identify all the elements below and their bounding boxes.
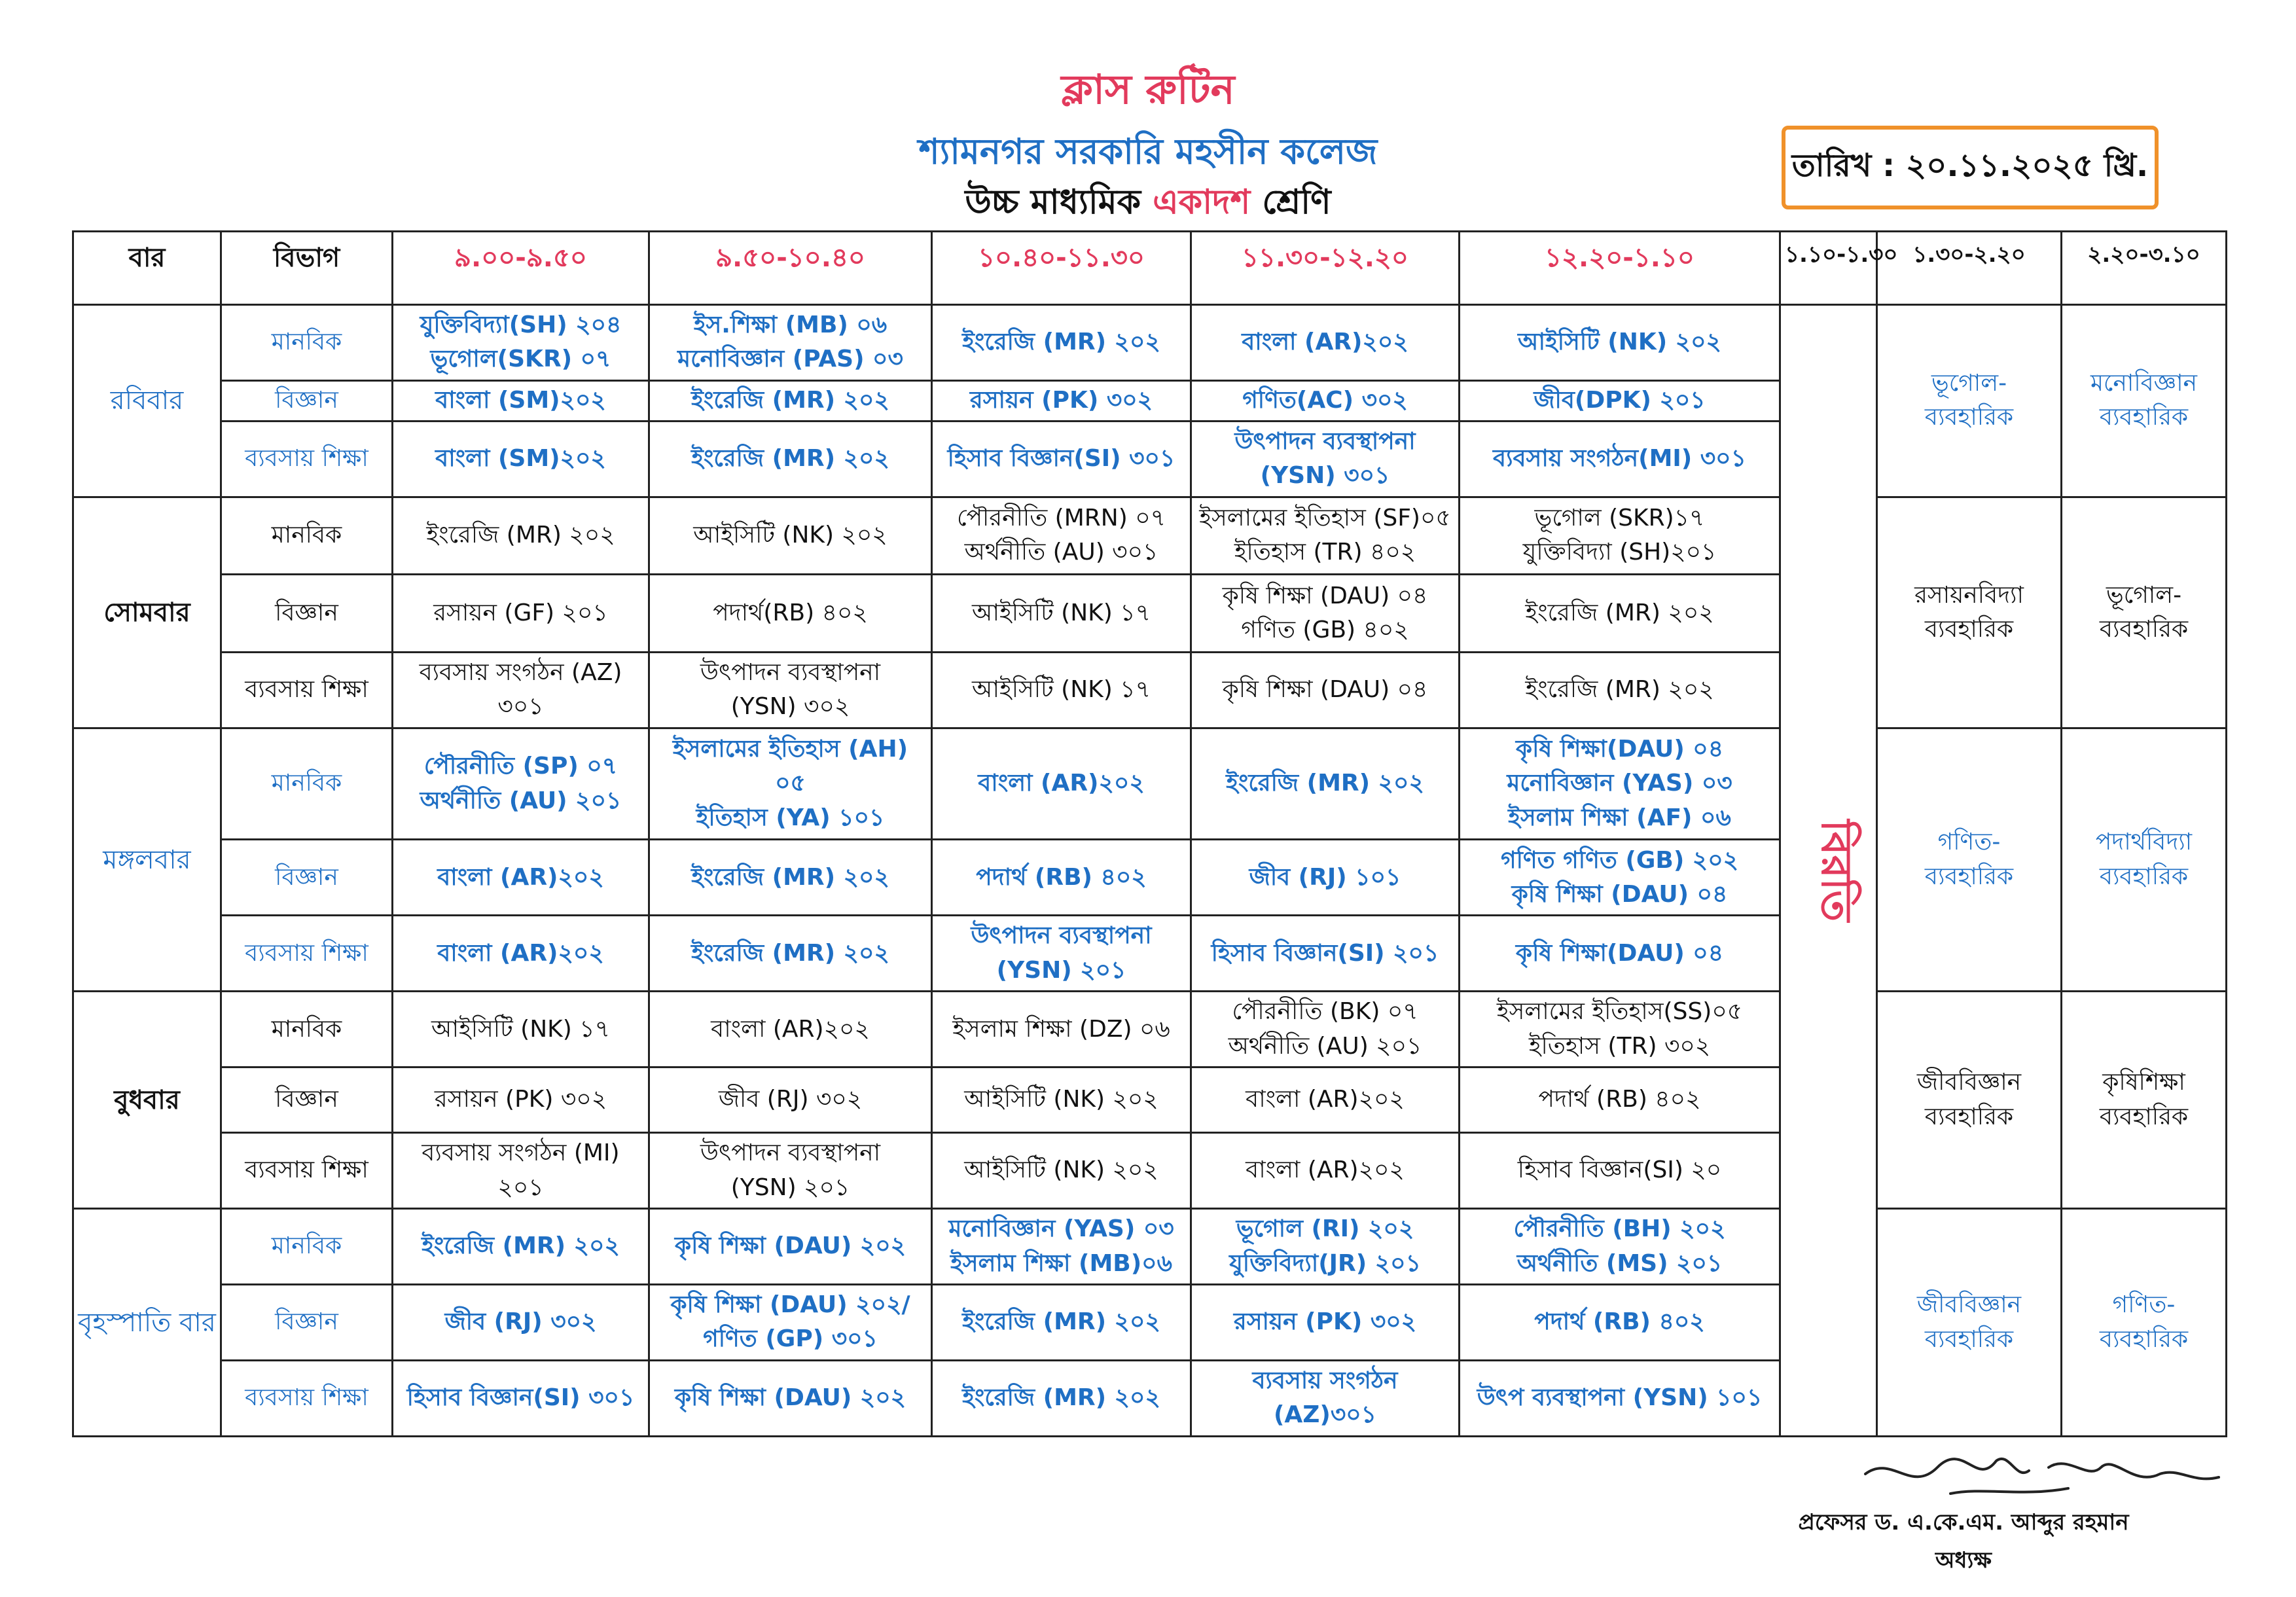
class-cell xyxy=(649,497,932,575)
class-entry: হিসাব বিজ্ঞান(SI) ২০১ xyxy=(1211,939,1439,967)
table-row xyxy=(73,497,2227,575)
class-entry: ইংরেজি (MR) ২০২ xyxy=(1525,600,1714,626)
practical-entry: জীববিজ্ঞান xyxy=(1916,1291,2022,1319)
class-cell xyxy=(1460,728,1780,839)
class-entry: আইসিটি (NK) ১৭ xyxy=(431,1015,610,1043)
class-entry: গণিত(AC) ৩০২ xyxy=(1242,387,1408,414)
practical-entry: ব্যবহারিক xyxy=(1924,615,2014,643)
class-entry: কৃষি শিক্ষা(DAU) ০৪ xyxy=(1515,736,1724,763)
header-period-3: ১০.৪০-১১.৩০ xyxy=(932,232,1191,305)
class-cell xyxy=(1191,1209,1460,1285)
table-row xyxy=(73,305,2227,381)
dept-cell: ব্যবসায় শিক্ষা xyxy=(221,916,393,992)
class-entry: যুক্তিবিদ্যা(JR) ২০১ xyxy=(1229,1249,1421,1277)
class-cell xyxy=(393,1360,649,1436)
date-box: তারিখ : ২০.১১.২০২৫ খ্রি. xyxy=(1782,126,2159,209)
class-entry: (YSN) ২০১ xyxy=(730,1174,850,1201)
class-cell xyxy=(393,1133,649,1209)
class-highlight: একাদশ xyxy=(1153,183,1251,222)
class-cell xyxy=(1460,575,1780,653)
class-entry: (AZ)৩০১ xyxy=(1273,1401,1377,1429)
class-entry: ব্যবসায় সংগঠন (MI) xyxy=(422,1139,620,1167)
class-suffix: শ্রেণি xyxy=(1250,183,1331,222)
class-entry: পদার্থ (RB) ৪০২ xyxy=(976,863,1147,891)
class-entry: যুক্তিবিদ্যা (SH)২০১ xyxy=(1522,539,1717,566)
class-entry: ইংরেজি (MR) ২০২ xyxy=(426,522,615,549)
table-row xyxy=(73,728,2227,839)
class-prefix: উচ্চ মাধ্যমিক xyxy=(965,183,1153,222)
class-cell xyxy=(649,1068,932,1133)
header-period-6: ১.৩০-২.২০ xyxy=(1877,232,2062,305)
class-cell xyxy=(932,1360,1191,1436)
header-period-5: ১২.২০-১.১০ xyxy=(1460,232,1780,305)
practical-entry: জীববিজ্ঞান xyxy=(1916,1069,2022,1096)
class-entry: জীব(DPK) ২০১ xyxy=(1534,387,1706,414)
class-cell xyxy=(932,1285,1191,1361)
class-cell xyxy=(932,1068,1191,1133)
class-cell xyxy=(393,421,649,497)
class-cell xyxy=(1191,992,1460,1068)
class-cell xyxy=(932,840,1191,916)
class-cell xyxy=(932,497,1191,575)
class-cell xyxy=(649,1133,932,1209)
class-cell xyxy=(649,421,932,497)
class-cell xyxy=(1191,1133,1460,1209)
practical-entry: ব্যবহারিক xyxy=(1924,863,2014,890)
class-entry: হিসাব বিজ্ঞান(SI) ৩০১ xyxy=(947,444,1175,472)
class-cell xyxy=(393,380,649,421)
class-entry: অর্থনীতি (AU) ২০১ xyxy=(420,787,622,814)
class-entry: বাংলা (AR)২০২ xyxy=(711,1015,870,1043)
class-entry: আইসিটি (NK) ২০২ xyxy=(1518,329,1721,356)
class-entry: পদার্থ (RB) ৪০২ xyxy=(1534,1308,1705,1336)
break-cell xyxy=(1780,305,1877,1437)
class-entry: ইংরেজি (MR) ২০২ xyxy=(962,1384,1160,1412)
class-entry: ইংরেজি (MR) ২০২ xyxy=(1226,770,1424,797)
class-cell xyxy=(393,652,649,728)
class-entry: অর্থনীতি (MS) ২০১ xyxy=(1516,1249,1723,1277)
class-cell xyxy=(1460,916,1780,992)
class-cell xyxy=(1191,1285,1460,1361)
practical-cell xyxy=(1877,305,2062,497)
class-entry: ইসলামের ইতিহাস (AH) ০৫ xyxy=(672,736,908,797)
class-entry: বাংলা (AR)২০২ xyxy=(978,770,1145,797)
practical-entry: ব্যবহারিক xyxy=(1924,1103,2014,1130)
practical-cell xyxy=(2062,992,2227,1209)
header-day: বার xyxy=(73,232,221,305)
class-entry: (YSN) ২০১ xyxy=(996,956,1126,984)
class-entry: কৃষি শিক্ষা (DAU) ০৪ xyxy=(1222,582,1428,609)
class-cell xyxy=(393,575,649,653)
class-entry: উৎপাদন ব্যবস্থাপনা xyxy=(700,1139,881,1167)
practical-entry: ব্যবহারিক xyxy=(2099,1325,2189,1353)
dept-cell: ব্যবসায় শিক্ষা xyxy=(221,1360,393,1436)
class-entry: ইংরেজি (MR) ২০২ xyxy=(691,939,889,967)
class-entry: কৃষি শিক্ষা (DAU) ০৪ xyxy=(1222,676,1428,704)
class-cell xyxy=(1460,840,1780,916)
day-cell: মঙ্গলবার xyxy=(73,728,221,991)
practical-cell xyxy=(1877,728,2062,991)
class-entry: বাংলা (SM)২০২ xyxy=(435,444,606,472)
practical-entry: গণিত- xyxy=(1937,829,2001,856)
practical-entry: মনোবিজ্ঞান xyxy=(2090,370,2198,397)
class-cell xyxy=(1460,1068,1780,1133)
principal-name: প্রফেসর ড. এ.কে.এম. আব্দুর রহমান xyxy=(1798,1509,2129,1535)
class-entry: পদার্থ (RB) ৪০২ xyxy=(1538,1086,1701,1113)
class-entry: উৎপাদন ব্যবস্থাপনা xyxy=(1234,427,1416,455)
class-entry: ইতিহাস (TR) ৪০২ xyxy=(1234,539,1416,566)
class-entry: জীব (RJ) ৩০২ xyxy=(444,1308,597,1336)
class-entry: ইস.শিক্ষা (MB) ০৬ xyxy=(693,312,888,339)
practical-entry: ব্যবহারিক xyxy=(1924,404,2014,431)
class-entry: পদার্থ(RB) ৪০২ xyxy=(713,600,868,626)
class-cell xyxy=(1460,380,1780,421)
dept-cell: ব্যবসায় শিক্ষা xyxy=(221,652,393,728)
class-entry: ইসলাম শিক্ষা (AF) ০৬ xyxy=(1508,804,1731,831)
class-entry: ইসলাম শিক্ষা (MB)০৬ xyxy=(950,1249,1172,1277)
class-entry: পৌরনীতি (SP) ০৭ xyxy=(423,753,618,780)
class-cell xyxy=(932,380,1191,421)
practical-cell xyxy=(2062,1209,2227,1437)
class-entry: ইংরেজি (MR) ২০২ xyxy=(422,1232,620,1260)
dept-cell: ব্যবসায় শিক্ষা xyxy=(221,1133,393,1209)
class-entry: ৩০১ xyxy=(497,693,544,721)
class-entry: ইসলাম শিক্ষা (DZ) ০৬ xyxy=(952,1015,1170,1043)
class-entry: বাংলা (AR)২০২ xyxy=(1242,329,1408,356)
class-entry: ইতিহাস (TR) ৩০২ xyxy=(1528,1032,1711,1060)
class-entry: ইসলামের ইতিহাস(SS)০৫ xyxy=(1496,998,1743,1026)
header-period-4: ১১.৩০-১২.২০ xyxy=(1191,232,1460,305)
class-cell xyxy=(932,1209,1191,1285)
class-entry: অর্থনীতি (AU) ৩০১ xyxy=(964,539,1158,566)
class-entry: রসায়ন (PK) ৩০২ xyxy=(434,1086,607,1113)
class-cell xyxy=(393,992,649,1068)
class-cell xyxy=(649,1209,932,1285)
class-cell xyxy=(1191,575,1460,653)
class-entry: আইসিটি (NK) ২০২ xyxy=(964,1157,1158,1184)
day-cell: রবিবার xyxy=(73,305,221,497)
class-cell xyxy=(393,1285,649,1361)
class-entry: কৃষি শিক্ষা (DAU) ০৪ xyxy=(1511,880,1728,908)
dept-cell: বিজ্ঞান xyxy=(221,1068,393,1133)
day-cell: বৃহস্পাতি বার xyxy=(73,1209,221,1437)
class-cell xyxy=(649,1360,932,1436)
class-cell xyxy=(649,380,932,421)
class-cell xyxy=(393,1209,649,1285)
class-cell xyxy=(649,916,932,992)
class-cell xyxy=(932,1133,1191,1209)
dept-cell: মানবিক xyxy=(221,1209,393,1285)
class-entry: গণিত গণিত (GB) ২০২ xyxy=(1500,846,1739,874)
practical-entry: ভূগোল- xyxy=(2106,581,2182,609)
class-entry: আইসিটি (NK) ১৭ xyxy=(972,676,1151,704)
class-entry: মনোবিজ্ঞান (YAS) ০৩ xyxy=(948,1215,1174,1243)
routine-body xyxy=(73,305,2227,1437)
class-entry: পৌরনীতি (BK) ০৭ xyxy=(1232,998,1418,1026)
class-entry: ইংরেজি (MR) ২০২ xyxy=(1525,676,1714,704)
routine-table xyxy=(72,230,2227,1437)
header-period-7: ২.২০-৩.১০ xyxy=(2062,232,2227,305)
class-entry: ব্যবসায় সংগঠন(MI) ৩০১ xyxy=(1493,444,1746,472)
practical-entry: ব্যবহারিক xyxy=(2099,404,2189,431)
class-entry: কৃষি শিক্ষা (DAU) ২০২ xyxy=(674,1232,906,1260)
practical-entry: ব্যবহারিক xyxy=(2099,615,2189,643)
class-entry: গণিত (GP) ৩০১ xyxy=(703,1325,878,1353)
practical-cell xyxy=(1877,992,2062,1209)
class-cell xyxy=(649,652,932,728)
class-cell xyxy=(932,728,1191,839)
class-cell xyxy=(393,728,649,839)
class-cell xyxy=(649,992,932,1068)
class-cell xyxy=(1460,497,1780,575)
dept-cell: বিজ্ঞান xyxy=(221,1285,393,1361)
class-entry: ভূগোল(SKR) ০৭ xyxy=(430,346,611,373)
class-entry: বাংলা (AR)২০২ xyxy=(437,863,604,891)
day-cell: সোমবার xyxy=(73,497,221,728)
dept-cell: মানবিক xyxy=(221,992,393,1068)
break-label: বিরতি xyxy=(1812,819,1861,922)
class-cell xyxy=(649,305,932,381)
practical-cell xyxy=(2062,305,2227,497)
practical-cell xyxy=(1877,497,2062,728)
class-entry: আইসিটি (NK) ২০২ xyxy=(693,522,888,549)
class-cell xyxy=(1460,1285,1780,1361)
class-entry: ইংরেজি (MR) ২০২ xyxy=(962,1308,1160,1336)
class-entry: ইতিহাস (YA) ১০১ xyxy=(696,804,885,831)
class-entry: ভূগোল (RI) ২০২ xyxy=(1236,1215,1414,1243)
class-entry: কৃষি শিক্ষা (DAU) ২০২ xyxy=(674,1384,906,1412)
practical-entry: কৃষিশিক্ষা xyxy=(2102,1069,2185,1096)
class-cell xyxy=(1191,421,1460,497)
class-cell xyxy=(1191,840,1460,916)
practical-entry: ভূগোল- xyxy=(1931,370,2007,397)
class-cell xyxy=(1460,1133,1780,1209)
practical-entry: ব্যবহারিক xyxy=(2099,863,2189,890)
practical-entry: ব্যবহারিক xyxy=(2099,1103,2189,1130)
class-cell xyxy=(932,305,1191,381)
class-entry: ইংরেজি (MR) ২০২ xyxy=(962,329,1160,356)
class-entry: হিসাব বিজ্ঞান(SI) ৩০১ xyxy=(406,1384,635,1412)
class-entry: জীব (RJ) ১০১ xyxy=(1249,863,1401,891)
class-cell xyxy=(393,497,649,575)
header-row xyxy=(73,232,2227,305)
class-cell xyxy=(393,305,649,381)
principal-title: অধ্যক্ষ xyxy=(1935,1547,1992,1573)
class-cell xyxy=(1460,652,1780,728)
class-cell xyxy=(1191,380,1460,421)
class-cell xyxy=(932,421,1191,497)
class-cell xyxy=(932,992,1191,1068)
class-cell xyxy=(649,728,932,839)
practical-entry: ব্যবহারিক xyxy=(1924,1325,2014,1353)
class-entry: রসায়ন (GF) ২০১ xyxy=(433,600,608,626)
class-cell xyxy=(649,840,932,916)
day-cell: বুধবার xyxy=(73,992,221,1209)
signature-scribble xyxy=(1852,1448,2245,1513)
class-cell xyxy=(1191,305,1460,381)
table-row xyxy=(73,1209,2227,1285)
class-entry: ব্যবসায় সংগঠন xyxy=(1252,1367,1398,1395)
class-entry: বাংলা (SM)২০২ xyxy=(435,387,606,414)
practical-cell xyxy=(2062,728,2227,991)
class-entry: ভূগোল (SKR)১৭ xyxy=(1534,505,1705,532)
class-cell xyxy=(1191,1068,1460,1133)
dept-cell: বিজ্ঞান xyxy=(221,840,393,916)
class-cell xyxy=(1460,1209,1780,1285)
class-cell xyxy=(1191,1360,1460,1436)
class-entry: পৌরনীতি (MRN) ০৭ xyxy=(956,505,1166,532)
class-cell xyxy=(1191,916,1460,992)
class-cell xyxy=(1460,421,1780,497)
class-entry: বাংলা (AR)২০২ xyxy=(1246,1086,1405,1113)
class-entry: উৎপ ব্যবস্থাপনা (YSN) ১০১ xyxy=(1477,1384,1763,1412)
class-entry: ইংরেজি (MR) ২০২ xyxy=(691,444,889,472)
class-cell xyxy=(649,575,932,653)
class-entry: কৃষি শিক্ষা(DAU) ০৪ xyxy=(1515,939,1724,967)
class-entry: গণিত (GB) ৪০২ xyxy=(1241,617,1409,644)
practical-entry: পদার্থবিদ্যা xyxy=(2095,829,2193,856)
dept-cell: মানবিক xyxy=(221,497,393,575)
routine-title: ক্লাস রুটিন xyxy=(1061,65,1235,113)
practical-cell xyxy=(1877,1209,2062,1437)
class-cell xyxy=(393,916,649,992)
class-entry: ইংরেজি (MR) ২০২ xyxy=(691,387,889,414)
table-row xyxy=(73,992,2227,1068)
header-dept: বিভাগ xyxy=(221,232,393,305)
class-entry: মনোবিজ্ঞান (YAS) ০৩ xyxy=(1507,770,1732,797)
class-entry: যুক্তিবিদ্যা(SH) ২০৪ xyxy=(420,312,622,339)
class-cell xyxy=(932,916,1191,992)
class-entry: উৎপাদন ব্যবস্থাপনা xyxy=(971,922,1152,950)
class-entry: পৌরনীতি (BH) ২০২ xyxy=(1513,1215,1726,1243)
class-entry: ব্যবসায় সংগঠন (AZ) xyxy=(419,659,622,687)
class-cell xyxy=(1460,305,1780,381)
header-break: ১.১০-১.৩০ xyxy=(1780,232,1877,305)
class-entry: হিসাব বিজ্ঞান(SI) ২০ xyxy=(1517,1157,1722,1184)
class-entry: ইসলামের ইতিহাস (SF)০৫ xyxy=(1199,505,1451,532)
class-entry: (YSN) ৩০১ xyxy=(1260,462,1390,490)
class-entry: উৎপাদন ব্যবস্থাপনা xyxy=(700,659,881,687)
dept-cell: বিজ্ঞান xyxy=(221,380,393,421)
class-entry: রসায়ন (PK) ৩০২ xyxy=(969,387,1153,414)
class-entry: বাংলা (AR)২০২ xyxy=(1246,1157,1405,1184)
class-cell xyxy=(1460,1360,1780,1436)
class-cell xyxy=(932,652,1191,728)
class-entry: আইসিটি (NK) ১৭ xyxy=(972,600,1151,626)
practical-entry: গণিত- xyxy=(2112,1291,2176,1319)
dept-cell: বিজ্ঞান xyxy=(221,575,393,653)
class-entry: অর্থনীতি (AU) ২০১ xyxy=(1228,1032,1422,1060)
class-entry: রসায়ন (PK) ৩০২ xyxy=(1233,1308,1417,1336)
dept-cell: মানবিক xyxy=(221,728,393,839)
class-entry: (YSN) ৩০২ xyxy=(730,693,850,721)
class-cell xyxy=(393,1068,649,1133)
class-cell xyxy=(1460,992,1780,1068)
class-entry: ইংরেজি (MR) ২০২ xyxy=(691,863,889,891)
class-cell xyxy=(1191,728,1460,839)
college-name: শ্যামনগর সরকারি মহসীন কলেজ xyxy=(918,131,1378,172)
practical-cell xyxy=(2062,497,2227,728)
class-cell xyxy=(649,1285,932,1361)
class-cell xyxy=(1191,497,1460,575)
dept-cell: মানবিক xyxy=(221,305,393,381)
header-period-1: ৯.০০-৯.৫০ xyxy=(393,232,649,305)
class-cell xyxy=(932,575,1191,653)
header-period-2: ৯.৫০-১০.৪০ xyxy=(649,232,932,305)
class-entry: কৃষি শিক্ষা (DAU) ২০২/ xyxy=(670,1291,910,1319)
class-entry: আইসিটি (NK) ২০২ xyxy=(964,1086,1158,1113)
practical-entry: রসায়নবিদ্যা xyxy=(1914,581,2024,609)
class-cell xyxy=(1191,652,1460,728)
class-entry: ২০১ xyxy=(497,1174,544,1201)
class-cell xyxy=(393,840,649,916)
dept-cell: ব্যবসায় শিক্ষা xyxy=(221,421,393,497)
class-entry: বাংলা (AR)২০২ xyxy=(437,939,604,967)
class-entry: মনোবিজ্ঞান (PAS) ০৩ xyxy=(677,346,903,373)
class-entry: জীব (RJ) ৩০২ xyxy=(718,1086,863,1113)
